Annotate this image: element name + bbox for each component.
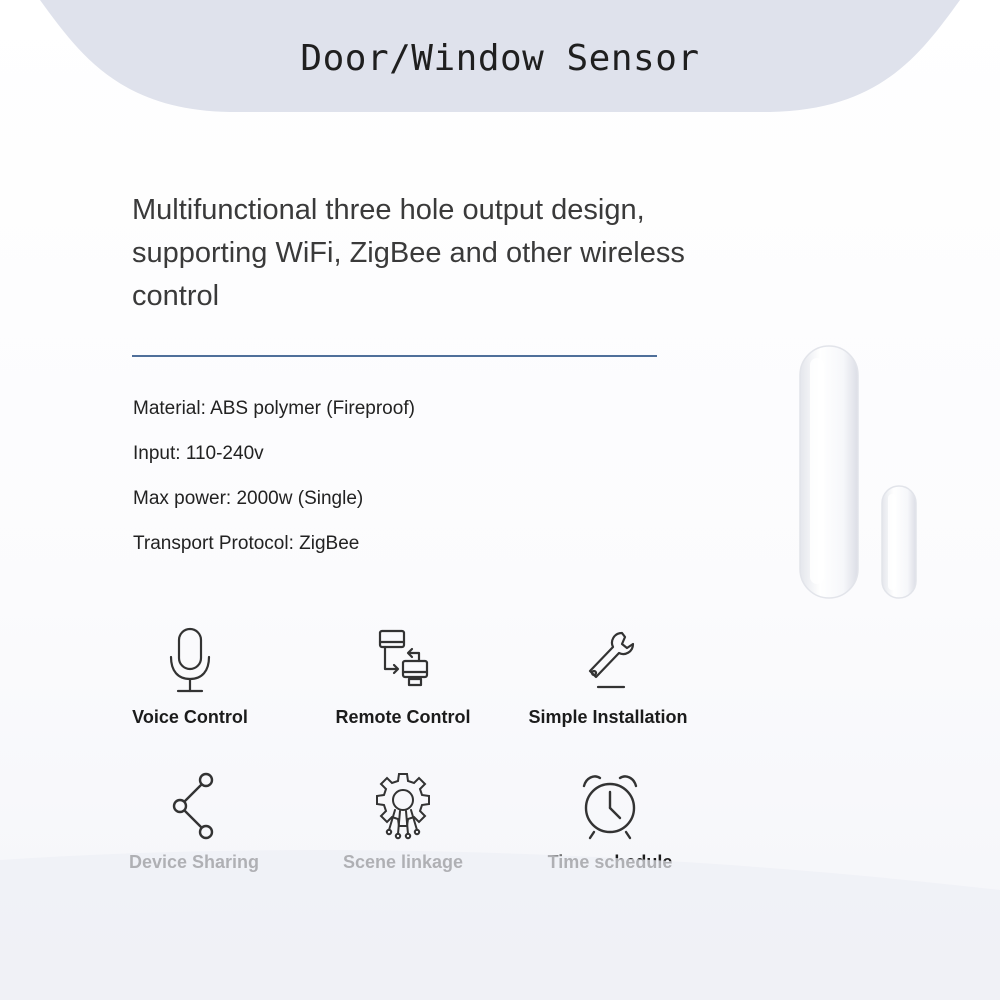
page-title: Door/Window Sensor xyxy=(300,38,700,79)
microphone-icon xyxy=(154,625,226,697)
feature-label: Remote Control xyxy=(335,707,471,727)
wrench-icon xyxy=(572,625,644,697)
spec-list xyxy=(133,395,415,575)
product-headline: Multifunctional three hole output design, supporting WiFi, ZigBee and other wireless control xyxy=(132,194,685,312)
feature-voice-control xyxy=(90,625,290,728)
remote-devices-icon xyxy=(367,625,439,697)
spec-max-power: Max power: 2000w (Single) xyxy=(133,488,364,509)
spec-protocol: Transport Protocol: ZigBee xyxy=(133,533,360,554)
feature-simple-installation xyxy=(508,625,708,728)
background-swoosh xyxy=(0,830,1000,1000)
spec-input: Input: 110-240v xyxy=(133,443,264,464)
section-divider xyxy=(132,355,657,357)
sensor-product-image xyxy=(790,340,920,610)
feature-label: Simple Installation xyxy=(528,707,688,727)
spec-material: Material: ABS polymer (Fireproof) xyxy=(133,398,415,419)
feature-label: Voice Control xyxy=(132,707,248,727)
feature-remote-control xyxy=(303,625,503,728)
